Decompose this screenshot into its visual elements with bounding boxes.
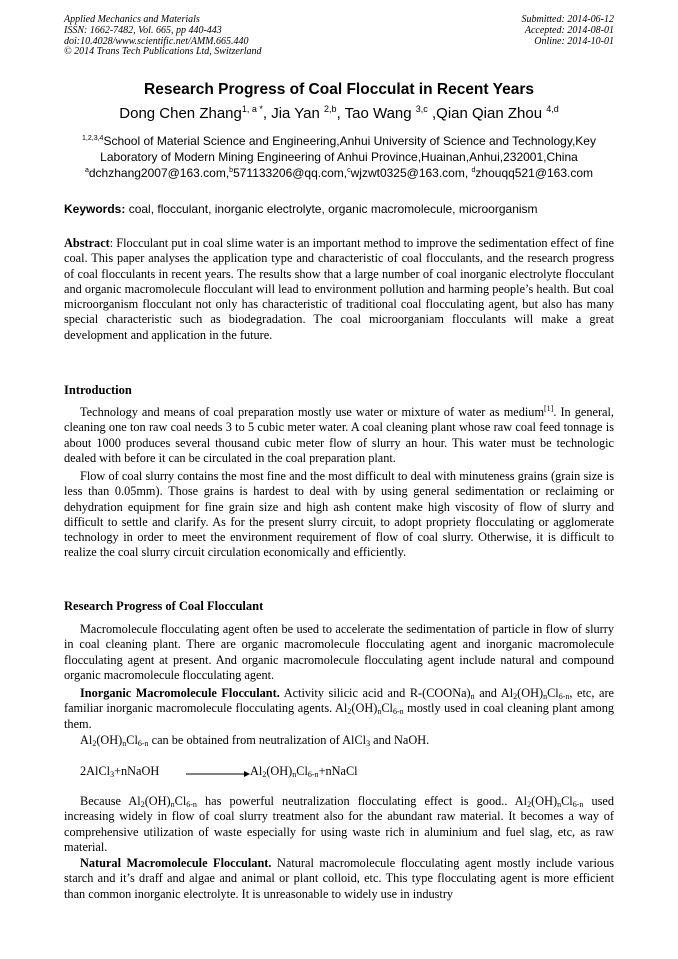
formula-part: (OH) [144,794,171,808]
abstract-label: Abstract [64,236,110,250]
journal-info [64,15,262,58]
keywords-label: Keywords: [64,202,126,216]
abstract [64,236,614,343]
research-paragraph: Macromolecule flocculating agent often be used to accelerate the sedimentation of particle in flow of slurry in coal cleaning plant. There are organic macromolecule flocculating agent and inorganic macromolecule flocculating agent at present. And organic macromolecule flocculating agent include natural and compound organic macromolecule flocculating agent. [64,622,614,682]
formula-part: Al [80,733,93,747]
abstract-text: : Flocculant put in coal slime water is an important method to improve the sedimentation effect of fine coal. This paper analyses the application type and characteristic of coal flocculants, and the research progress of coal flocculants in recent years. The results show that a large number of coal inorganic electrolyte flocculant and organic macromolecule flocculant will lead to environment pollution and harming people’s health. But coal microorganism flocculant not only has characteristic of traditional coal flocculating agent, but also has many special characteristic such as biodegradation. The coal microorganiam flocculants will make a great development and application in the future. [64,236,614,342]
reaction-arrow-icon [186,770,250,778]
email-address: 571133206@qq.com, [233,166,348,180]
paragraph-text: can be obtained from neutralization of AlCl [148,733,367,747]
author-name: Dong Chen Zhang [119,105,242,122]
affiliation-text: School of Material Science and Engineering,Anhui University of Science and Technology,Key Laboratory of Modern Mining Engineering of Anhui Province,Huainan,Anhui,232001,China [100,134,596,164]
subscript: n [377,707,382,717]
subscript: n [170,800,175,809]
affiliation-mark: 1,2,3,4 [82,135,104,142]
paragraph-text: and Al [474,686,514,700]
subscript: 6-n [137,739,149,748]
subscript: 2 [140,800,145,809]
author-separator: , [336,105,345,122]
subsection-title: Natural Macromolecule Flocculant. [80,856,272,870]
author-affiliation-mark: 3,c [415,104,428,114]
subscript: n [292,770,297,779]
subscript: 6-n [558,692,570,701]
subscript: 2 [527,800,532,809]
subscript: 3 [110,770,115,779]
subscript: n [470,692,475,701]
formula-part: Cl [561,794,573,808]
subscript: 6-n [186,800,197,809]
paragraph-text: , etc, are familiar inorganic macromolecule flocculating agents. Al [64,686,615,716]
author-list [0,104,678,122]
because-paragraph [64,794,614,855]
subscript: 6-n [572,800,584,809]
subsection-title: Inorganic Macromolecule Flocculant. [80,686,280,700]
research-heading: Research Progress of Coal Flocculant [64,599,264,613]
equation-reactants [80,764,159,779]
keywords [64,202,614,216]
subscript: 6-n [392,707,404,717]
introduction-heading: Introduction [64,383,132,397]
introduction-paragraph [64,405,614,466]
submitted-date: Submitted: 2014-06-12 [521,14,614,25]
email-address: dchzhang2007@163.com, [88,166,230,180]
journal-doi: doi:10.4028/www.scientific.net/AMM.665.440 [64,35,249,47]
formula-part: Cl [381,701,393,716]
formula-part: Al [250,764,263,778]
paragraph-text: used increasing widely in flow of coal slurry treatment also for the abundant raw material. It becomes a way of comprehensive utilization of waste especially for using waste rich in aluminium and fuel slag, etc, as raw material. [64,794,614,854]
citation: [1] [544,404,554,413]
formula-part: (OH) [517,686,544,700]
email-mark: c [347,167,351,174]
keywords-text: coal, flocculant, inorganic electrolyte, organic macromolecule, microorganism [125,202,538,216]
email-mark: a [84,167,89,174]
author-name: Qian Qian Zhou [436,105,547,122]
subscript: 6-n [307,770,319,779]
natural-paragraph [64,856,614,902]
email-address: wjzwt0325@163.com, [350,166,472,180]
formula-part: (OH) [266,764,293,778]
journal-copyright: © 2014 Trans Tech Publications Ltd, Switzerland [64,46,262,58]
inorganic-paragraph [64,686,614,732]
email-mark: d [471,167,476,174]
paragraph-text: and NaOH. [370,733,430,747]
author-separator: , [262,105,272,122]
email-address: zhouqq521@163.com [475,166,594,180]
email-mark: b [229,167,234,174]
author-separator: , [427,105,437,122]
paragraph-text: has powerful neutralization flocculating effect is good.. Al [196,794,528,808]
formula-part: +nNaCl [318,764,358,778]
paragraph-text: mostly used in coal cleaning plant among them. [64,701,615,731]
author-affiliation-mark: 2,b [324,104,337,114]
email-list [0,166,678,180]
journal-name: Applied Mechanics and Materials [64,14,200,25]
subscript: n [122,739,127,748]
subscript: 2 [92,739,97,748]
formula-part: Cl [126,733,138,747]
affiliation [64,131,614,165]
online-date: Online: 2014-10-01 [534,35,614,47]
formula-part: (OH) [96,733,123,747]
paragraph-text: Natural macromolecule flocculating agent mostly include various starch and it’s draff and algae and animal or plant colloid, etc. This type flocculating agent is more efficient than common inorganic electrolyte. It is unreasonable to widely use in industry [64,856,614,901]
subscript: n [557,800,562,809]
formula-part: (OH) [531,794,558,808]
equation-products [250,764,358,779]
subscript: 3 [366,739,371,748]
reaction-equation [80,764,480,780]
author-affiliation-mark: 4,d [546,104,559,114]
author-name: Jia Yan [271,105,325,122]
accepted-date: Accepted: 2014-08-01 [524,24,614,36]
neutralization-paragraph [64,733,614,748]
formula-part: Cl [296,764,308,778]
formula-part: Cl [174,794,187,808]
formula-part: 2AlCl [80,764,111,778]
formula-part: Cl [547,686,559,700]
journal-issn: ISSN: 1662-7482, Vol. 665, pp 440-443 [64,24,222,36]
introduction-paragraph: Flow of coal slurry contains the most fine and the most difficult to deal with minuteness grains (grain size is less than 0.05mm). Those grains is hardest to deal with by using general sedimentation or reclaiming or dehydration equipment for fine grain size and high ash content make high viscosity of flow of slurry and difficult to settle and clarify. As for the present slurry circuit, to adopt propriety flocculating or agglomerate technology in order to meet the environment requirement of flow of coal slurry. Otherwise, it is difficult to realize the coal slurry circuit circulation economically and efficiently. [64,469,614,560]
formula-part: (OH) [351,701,378,716]
paragraph-text: Because Al [80,794,141,808]
paper-title: Research Progress of Coal Flocculat in Recent Years [144,81,534,98]
subscript: 2 [262,770,267,779]
author-affiliation-mark: 1, a * [241,104,263,114]
submission-dates [522,15,615,47]
subscript: 2 [513,692,518,701]
subscript: 2 [347,707,352,717]
paragraph-text: . In general, cleaning one ton raw coal needs 3 to 5 cubic meter water. A coal cleaning plant whose raw coal feed tonnage is about 1000 produces several thousand cubic meter flow of slurry an hour. This water must be technologic dealed with before it can be circulated in the coal preparation plant. [64,405,614,465]
subscript: n [543,692,548,701]
paragraph-text: Technology and means of coal preparation mostly use water or mixture of water as medium [80,405,545,419]
formula-part: +nNaOH [114,764,160,778]
paragraph-text: Activity silicic acid and R-(COONa) [279,686,471,700]
author-name: Tao Wang [344,105,416,122]
